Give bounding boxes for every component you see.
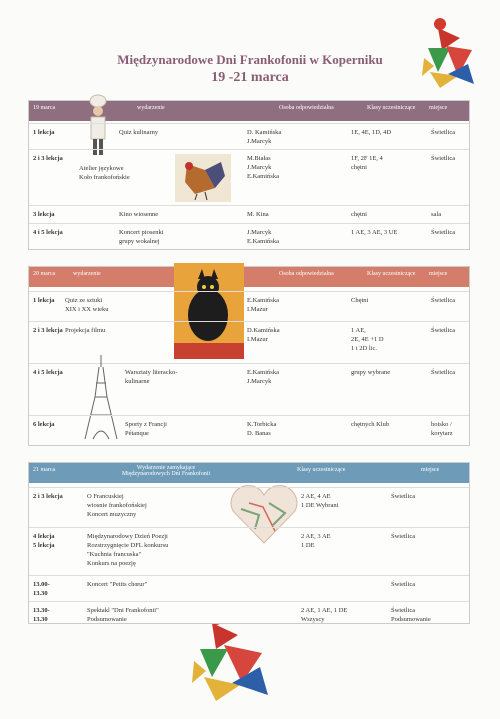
row-event: Quiz kulinarny <box>119 129 159 136</box>
row-place: Świetlica <box>391 493 416 500</box>
row-event: Warsztaty literacko- kulinarne <box>125 369 178 385</box>
row-time: 4 i 5 lekcja <box>33 369 63 376</box>
table-row <box>29 149 469 204</box>
row-event: Spektakl "Dni Frankofonii" Podsumowanie <box>87 607 159 623</box>
row-classes: 2 AE, 3 AE 1 DE <box>301 533 331 549</box>
row-place: boisko / korytarz <box>431 421 453 437</box>
row-time: 4 lekcja 5 lekcja <box>33 533 55 549</box>
row-classes: 1 AE, 3 AE, 3 UE <box>351 229 398 236</box>
row-classes: 2 AE, 1 AE, 1 DE Wszyscy <box>301 607 348 623</box>
table-row <box>29 415 469 446</box>
table-row <box>29 575 469 600</box>
row-person: M.Białas J.Marcyk E.Kamińska <box>247 155 279 180</box>
row-classes: Chętni <box>351 297 369 304</box>
row-time: 3 lekcja <box>33 211 55 218</box>
row-time: 1 lekcja <box>33 297 55 304</box>
header-event: Wydarzenie zamykające Międzynarodowych Dni Frankofonii <box>121 465 211 477</box>
row-place: Świetlica <box>391 533 416 540</box>
row-classes: 2 AE, 4 AE 1 DE Wybrani <box>301 493 339 509</box>
header-person: Osoba odpowiedzialna <box>279 271 334 277</box>
row-event: Kino wiosenne <box>119 211 159 218</box>
row-person: J.Marcyk E.Kamińska <box>247 229 279 245</box>
header-date: 19 marca <box>33 105 56 111</box>
row-event: Projekcja filmu <box>65 327 106 334</box>
row-time: 2 i 3 lekcja <box>33 493 63 500</box>
section-header <box>29 463 469 483</box>
row-person: E.Kamińska J.Marcyk <box>247 369 279 385</box>
page-date: 19 -21 marca <box>211 70 289 85</box>
header-date: 20 marca <box>33 271 56 277</box>
table-row <box>29 487 469 526</box>
row-event: O Francuskiej wiosnie frankofońskiej Koncert muzyczny <box>87 493 147 518</box>
header-event: wydarzenie <box>137 105 165 111</box>
row-person: D. Kamińska J.Marcyk <box>247 129 282 145</box>
row-classes: 1F, 2F 1E, 4 chętni <box>351 155 383 171</box>
row-place: Świetlica <box>431 155 456 162</box>
header-classes: Klasy uczestniczące <box>297 467 346 473</box>
rooster-painting-image <box>175 154 231 202</box>
page-title: Międzynarodowe Dni Frankofonii w Koperniku <box>117 52 383 67</box>
table-row <box>29 205 469 224</box>
header-classes: Klasy uczestniczące <box>367 271 416 277</box>
row-person: D.Kamińska I.Mazur <box>247 327 280 343</box>
header-place: miejsce <box>429 271 448 277</box>
header-date: 21 marca <box>33 467 56 473</box>
row-place: sala <box>431 211 442 218</box>
header-event: wydarzenie <box>73 271 101 277</box>
table-row <box>29 223 469 250</box>
row-time: 2 i 3 lekcja <box>33 327 63 334</box>
row-classes: 1 AE, 2E, 4E +1 D 1 i 2D lic. <box>351 327 384 352</box>
table-row <box>29 527 469 574</box>
row-place: Świetlica <box>431 129 456 136</box>
section-march-21 <box>28 462 470 624</box>
section-march-19 <box>28 100 470 250</box>
row-event: Quiz ze sztuki XIX i XX wieku <box>65 297 109 313</box>
header-place: miejsce <box>429 105 448 111</box>
row-event: Koncert "Petits chœur" <box>87 581 148 588</box>
row-classes: chętni <box>351 211 367 218</box>
row-time: 6 lekcja <box>33 421 55 428</box>
row-classes: 1E, 4E, 1D, 4D <box>351 129 392 136</box>
row-event: Koncert piosenki grupy wokalnej <box>119 229 164 245</box>
row-person: E.Kamińska I.Mazur <box>247 297 279 313</box>
header-classes: Klasy uczestniczące <box>367 105 416 111</box>
table-row <box>29 601 469 624</box>
row-time: 1 lekcja <box>33 129 55 136</box>
header-person: Osoba odpowiedzialna <box>279 105 334 111</box>
section-header <box>29 267 469 287</box>
row-person: K.Torbicka D. Banas <box>247 421 277 437</box>
section-march-20 <box>28 266 470 446</box>
row-time: 13.30- 13.30 <box>33 607 50 623</box>
row-place: Świetlica <box>431 327 456 334</box>
row-time: 13.00- 13.30 <box>33 581 50 597</box>
row-place: Świetlica Podsumowanie <box>391 607 431 623</box>
row-classes: chętnych Klub <box>351 421 390 428</box>
row-event: Atelier językowe Koło frankofońskie <box>79 165 130 181</box>
row-event: Międzynarodowy Dzień Poezji Rozstrzygnięcie DFL konkursu "Kuchnia francuska" Konkurs na poezję <box>87 533 169 567</box>
row-event: Sporty z Francji Pétanque <box>125 421 167 437</box>
row-classes: grupy wybrane <box>351 369 391 376</box>
row-place: Świetlica <box>431 229 456 236</box>
table-row <box>29 123 469 146</box>
table-row <box>29 291 469 320</box>
row-place: Świetlica <box>431 369 456 376</box>
row-place: Świetlica <box>391 581 416 588</box>
row-place: Świetlica <box>431 297 456 304</box>
row-person: M. Kina <box>247 211 269 218</box>
row-time: 2 i 3 lekcja <box>33 155 63 162</box>
row-time: 4 i 5 lekcja <box>33 229 63 236</box>
header-place: miejsce <box>421 467 440 473</box>
